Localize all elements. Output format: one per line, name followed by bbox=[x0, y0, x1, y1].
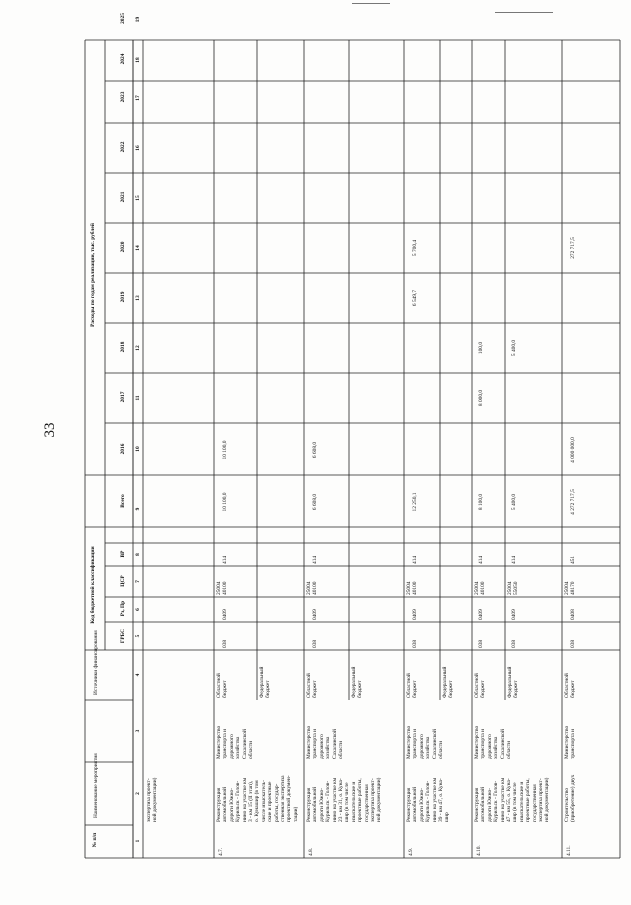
source-label: Федеральный бюджет bbox=[507, 666, 520, 698]
source-label: Областной бюджет bbox=[406, 673, 419, 698]
cell-vr: 414 bbox=[478, 555, 484, 564]
cell-total: 10 100,0 bbox=[222, 492, 228, 512]
column-number: 5 bbox=[135, 634, 141, 638]
column-number: 4 bbox=[135, 673, 141, 677]
cell-year-2016: 4 000 000,0 bbox=[570, 437, 576, 463]
header-num: № п/п bbox=[92, 832, 98, 848]
column-number: 8 bbox=[135, 553, 141, 556]
column-number: 15 bbox=[135, 195, 141, 201]
column-number: 7 bbox=[135, 580, 141, 583]
column-number: 6 bbox=[135, 608, 141, 611]
cell-vr: 414 bbox=[412, 555, 418, 564]
cell-grbs: 038 bbox=[570, 639, 576, 648]
header-rzpr: Рз, Пр bbox=[120, 600, 126, 617]
header-name: Наименование мероприятия bbox=[93, 753, 99, 818]
column-number: 16 bbox=[135, 145, 141, 151]
cell-total: 5 400,0 bbox=[511, 493, 517, 511]
cell-grbs: 038 bbox=[312, 639, 318, 648]
cell-total: 6 608,0 bbox=[312, 493, 318, 511]
column-number: 9 bbox=[135, 507, 141, 511]
cell-year-2016: 10 100,0 bbox=[222, 440, 228, 460]
header-year-2022: 2022 bbox=[120, 141, 126, 153]
column-number: 12 bbox=[135, 345, 141, 351]
cell-csr: 25004 40100 bbox=[406, 581, 419, 595]
column-number: 1 bbox=[135, 839, 141, 843]
row-executor: Министерство транспорта и дорожного хозяйства Сахалинской области bbox=[474, 725, 513, 759]
source-label: Областной бюджет bbox=[564, 673, 577, 698]
source-label: Областной бюджет bbox=[474, 673, 487, 698]
cell-total: 8 100,0 bbox=[478, 493, 484, 511]
source-label: Федеральный бюджет bbox=[351, 666, 364, 698]
cell-vr: 414 bbox=[312, 555, 318, 564]
source-label: Областной бюджет bbox=[306, 673, 319, 698]
cell-vr: 414 bbox=[511, 555, 517, 564]
column-number: 13 bbox=[135, 295, 141, 301]
cell-year-2018: 5 400,0 bbox=[511, 339, 517, 357]
cell-rzpr: 0409 bbox=[511, 609, 517, 620]
source-label: Федеральный бюджет bbox=[442, 666, 455, 698]
source-label: Областной бюджет bbox=[216, 673, 229, 698]
header-grbs: ГРБС bbox=[120, 628, 126, 644]
row-name: Реконструкция автомобильной дороги Южно- Курильск - Голов- нино на участке км 23 - км 31, о. Куна- шир (в том числе изыскательские и проектные работы, государственная экспертиза проект- ной документации) bbox=[306, 777, 383, 822]
row-num: 4.9. bbox=[408, 847, 414, 856]
header-year-2025: 2025 bbox=[120, 13, 126, 24]
row-num: 4.7. bbox=[218, 847, 224, 856]
column-number: 2 bbox=[135, 792, 141, 795]
cell-vr: 414 bbox=[222, 555, 228, 564]
cell-year-2019: 6 549,7 bbox=[412, 289, 418, 307]
cell-csr: 25004 48170 bbox=[564, 581, 577, 595]
cell-grbs: 038 bbox=[478, 639, 484, 648]
row-executor: Министерство транспорта и дорожного хозяйства Сахалинской области bbox=[216, 725, 255, 759]
header-total: Всего bbox=[120, 494, 126, 508]
column-number: 17 bbox=[135, 95, 141, 101]
continuation-name: экспертиза проект- ной документации) bbox=[146, 777, 159, 822]
header-vr: ВР bbox=[120, 550, 126, 558]
header-source: Источники финансирования bbox=[93, 630, 99, 695]
row-executor: Министерство транспорта и bbox=[564, 725, 577, 759]
row-name: Реконструкция автомобильной дороги Южно- Курильск - Голов- нино на участке км 3 - км 15 (II этап), о. Кунашир (в том числе изыскатель- ские и проектные работы, государ- ственная экспертиза проектной докумен- тации) bbox=[216, 775, 299, 822]
source-label: Федеральный бюджет bbox=[259, 666, 272, 698]
header-year-2016: 2016 bbox=[120, 443, 126, 455]
row-num: 4.8. bbox=[308, 847, 314, 856]
cell-year-2016: 6 608,0 bbox=[312, 441, 318, 459]
cell-year-2017: 8 000,0 bbox=[478, 389, 484, 407]
header-kbk-group: Код бюджетной классификации bbox=[90, 546, 96, 624]
header-year-2021: 2021 bbox=[120, 191, 126, 203]
page-number: 33 bbox=[42, 422, 58, 438]
cell-rzpr: 0409 bbox=[478, 609, 484, 620]
row-name: Реконструкция автомобильной дороги Южно- Курильск - Голов- нино на участке км 39 - км 47, о. Куна- шир bbox=[406, 777, 451, 822]
row-num: 4.10. bbox=[476, 845, 482, 856]
cell-rzpr: 0409 bbox=[412, 609, 418, 620]
row-name: Реконструкция автомобильной дороги Южно- Курильск - Голов- нино на участке км 47 - км 55, о. Куна- шир (в том числе изыскательские и проектные работы, государственная экспертиза проект- ной документации) bbox=[474, 777, 551, 822]
cell-csr: 25004 40100 bbox=[306, 581, 319, 595]
cell-year-2020: 5 700,4 bbox=[412, 239, 418, 257]
cell-rzpr: 0409 bbox=[312, 609, 318, 620]
header-year-2017: 2017 bbox=[120, 391, 126, 403]
header-year-2019: 2019 bbox=[120, 291, 126, 303]
header-csr: ЦСР bbox=[120, 575, 126, 587]
column-number: 14 bbox=[135, 245, 141, 251]
cell-year-2020: 272 717,5 bbox=[570, 237, 576, 259]
cell-grbs: 038 bbox=[511, 639, 517, 648]
header-year-2023: 2023 bbox=[120, 91, 126, 103]
column-number: 11 bbox=[135, 395, 141, 401]
row-name: Строительство (приобретение) двух bbox=[564, 774, 577, 822]
row-num: 4.11. bbox=[566, 845, 572, 856]
row-executor: Министерство транспорта и дорожного хозяйства Сахалинской области bbox=[406, 725, 445, 759]
cell-total: 4 272 717,5 bbox=[570, 489, 576, 515]
header-year-2018: 2018 bbox=[120, 341, 126, 353]
column-number: 18 bbox=[135, 57, 141, 63]
cell-csr: 25004 40100 bbox=[216, 581, 229, 595]
cell-grbs: 038 bbox=[412, 639, 418, 648]
cell-csr: 25004 55050 bbox=[507, 581, 520, 595]
cell-total: 12 250,1 bbox=[412, 492, 418, 512]
cell-grbs: 038 bbox=[222, 639, 228, 648]
column-number: 19 bbox=[135, 16, 141, 23]
header-year-2020: 2020 bbox=[120, 241, 126, 253]
cell-csr: 25004 40100 bbox=[474, 581, 487, 595]
header-year-2024: 2024 bbox=[120, 53, 126, 65]
cell-vr: 451 bbox=[570, 555, 576, 564]
cell-rzpr: 0409 bbox=[222, 609, 228, 620]
row-executor: Министерство транспорта и дорожного хозяйства Сахалинской области bbox=[306, 725, 345, 759]
column-number: 3 bbox=[135, 729, 141, 733]
cell-rzpr: 0408 bbox=[570, 609, 576, 620]
column-number: 10 bbox=[135, 446, 141, 452]
header-years-group: Расходы по годам реализации, тыс. рублей bbox=[90, 223, 96, 327]
cell-year-2018: 100,0 bbox=[478, 341, 484, 355]
